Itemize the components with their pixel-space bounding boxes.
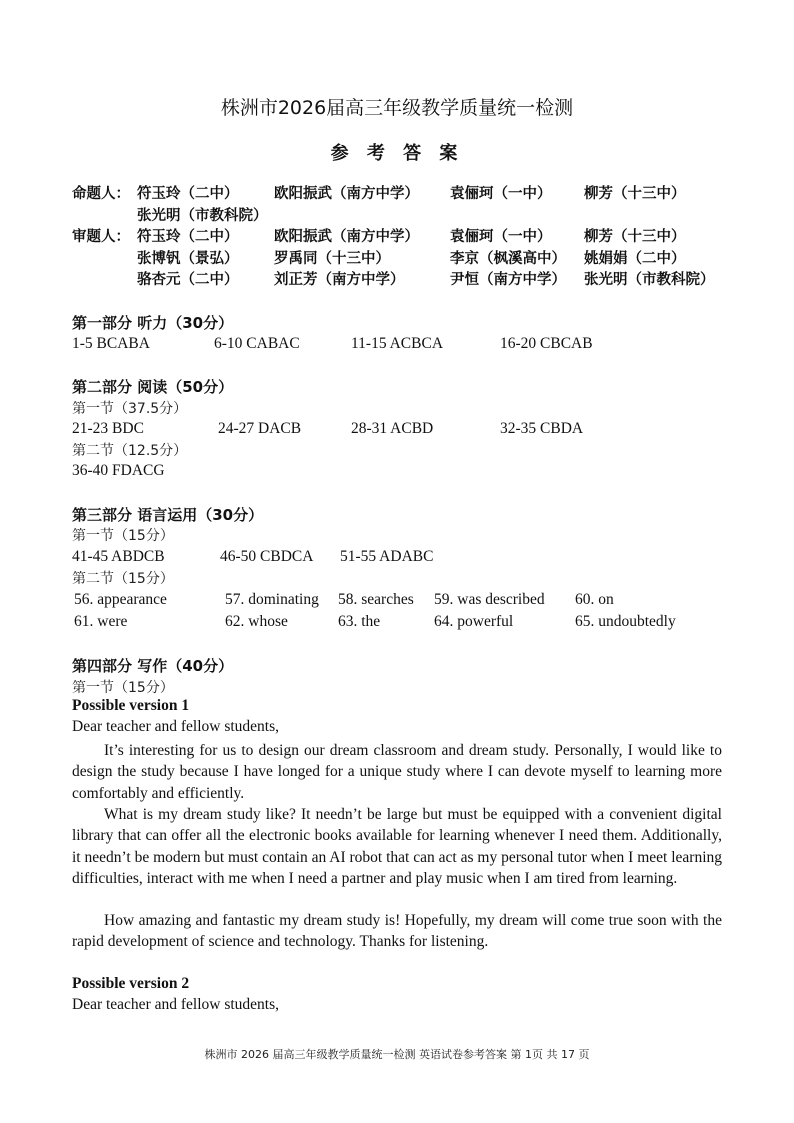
answer-group: 36-40 FDACG xyxy=(72,462,165,479)
fill-answer: 57. dominating xyxy=(225,591,319,608)
staff-name: 符玉玲（二中） xyxy=(137,185,239,202)
fill-answer: 65. undoubtedly xyxy=(575,613,676,630)
part2-heading: 第二部分 阅读（50分） xyxy=(72,378,234,396)
answer-group: 21-23 BDC xyxy=(72,420,144,437)
fill-answer: 56. appearance xyxy=(74,591,167,608)
essay-paragraph: What is my dream study like? It needn’t be large but must be equipped with a convenient digital library that can offer all the electronic books available for learning whenever I need them. Additionally, it needn’t be modern but must contain an AI robot that can act as my personal tutor when I meet learning difficulties, interact with me when I need a partner and play music when I am tired from learning. xyxy=(72,806,722,887)
letter-greeting: Dear teacher and fellow students, xyxy=(72,718,280,735)
staff-name: 张博钒（景弘） xyxy=(137,249,239,267)
reviewers-label: 审题人： xyxy=(72,228,130,245)
staff-name: 欧阳振武（南方中学） xyxy=(274,185,419,202)
part2-section1: 第一节（37.5分） xyxy=(72,401,188,417)
version2-label: Possible version 2 xyxy=(72,975,190,992)
part3-section2: 第二节（15分） xyxy=(72,571,174,587)
essay-paragraph: How amazing and fantastic my dream study is! Hopefully, my dream will come true soon with the rapid development of science and technology. Thanks for listening. xyxy=(72,912,722,951)
staff-name: 姚娟娟（二中） xyxy=(584,249,686,267)
proposers-label: 命题人： xyxy=(72,185,130,202)
page-title: 株洲市2026届高三年级教学质量统一检测 xyxy=(220,97,574,119)
staff-name: 尹恒（南方中学） xyxy=(450,271,566,288)
essay-paragraph: It’s interesting for us to design our dream classroom and dream study. Personally, I would like to design the study because I have longed for a unique study where I can devote myself to learning more comfortably and efficiently. xyxy=(72,742,722,802)
fill-answer: 64. powerful xyxy=(434,613,514,630)
part2-section2: 第二节（12.5分） xyxy=(72,443,188,459)
version1-label: Possible version 1 xyxy=(72,697,190,714)
fill-answer: 60. on xyxy=(575,591,614,608)
answer-group: 16-20 CBCAB xyxy=(500,335,593,352)
answer-group: 24-27 DACB xyxy=(218,420,302,437)
fill-answer: 58. searches xyxy=(338,591,414,608)
staff-name: 袁俪珂（一中） xyxy=(450,228,552,245)
part4-section1: 第一节（15分） xyxy=(72,680,174,696)
answer-group: 28-31 ACBD xyxy=(351,420,434,437)
staff-name: 符玉玲（二中） xyxy=(137,228,239,245)
part4-heading: 第四部分 写作（40分） xyxy=(72,657,234,675)
part3-section1: 第一节（15分） xyxy=(72,528,174,544)
staff-name: 柳芳（十三中） xyxy=(584,185,686,202)
answer-group: 1-5 BCABA xyxy=(72,335,150,352)
fill-answer: 62. whose xyxy=(225,613,288,630)
page-subtitle: 参 考 答 案 xyxy=(330,143,464,164)
part3-heading: 第三部分 语言运用（30分） xyxy=(72,506,264,524)
answer-group: 41-45 ABDCB xyxy=(72,548,165,565)
letter-greeting-2: Dear teacher and fellow students, xyxy=(72,996,280,1013)
fill-answer: 63. the xyxy=(338,613,381,630)
staff-name: 袁俪珂（一中） xyxy=(450,185,552,202)
fill-answer: 59. was described xyxy=(434,591,545,608)
staff-name: 张光明（市教科院） xyxy=(137,206,268,224)
staff-name: 李京（枫溪高中） xyxy=(450,249,566,267)
answer-group: 11-15 ACBCA xyxy=(351,335,444,352)
staff-name: 罗禹同（十三中） xyxy=(274,249,390,267)
answer-group: 51-55 ADABC xyxy=(340,548,434,565)
answer-group: 32-35 CBDA xyxy=(500,420,584,437)
staff-name: 骆杏元（二中） xyxy=(137,271,239,288)
answer-group: 46-50 CBDCA xyxy=(220,548,314,565)
page-footer: 株洲市 2026 届高三年级教学质量统一检测 英语试卷参考答案 第 1页 共 17 页 xyxy=(204,1048,590,1061)
answer-group: 6-10 CABAC xyxy=(214,335,300,352)
staff-name: 欧阳振武（南方中学） xyxy=(274,228,419,245)
staff-name: 刘正芳（南方中学） xyxy=(274,271,405,288)
staff-name: 张光明（市教科院） xyxy=(584,271,715,288)
staff-name: 柳芳（十三中） xyxy=(584,228,686,245)
part1-heading: 第一部分 听力（30分） xyxy=(72,314,234,332)
fill-answer: 61. were xyxy=(74,613,128,630)
